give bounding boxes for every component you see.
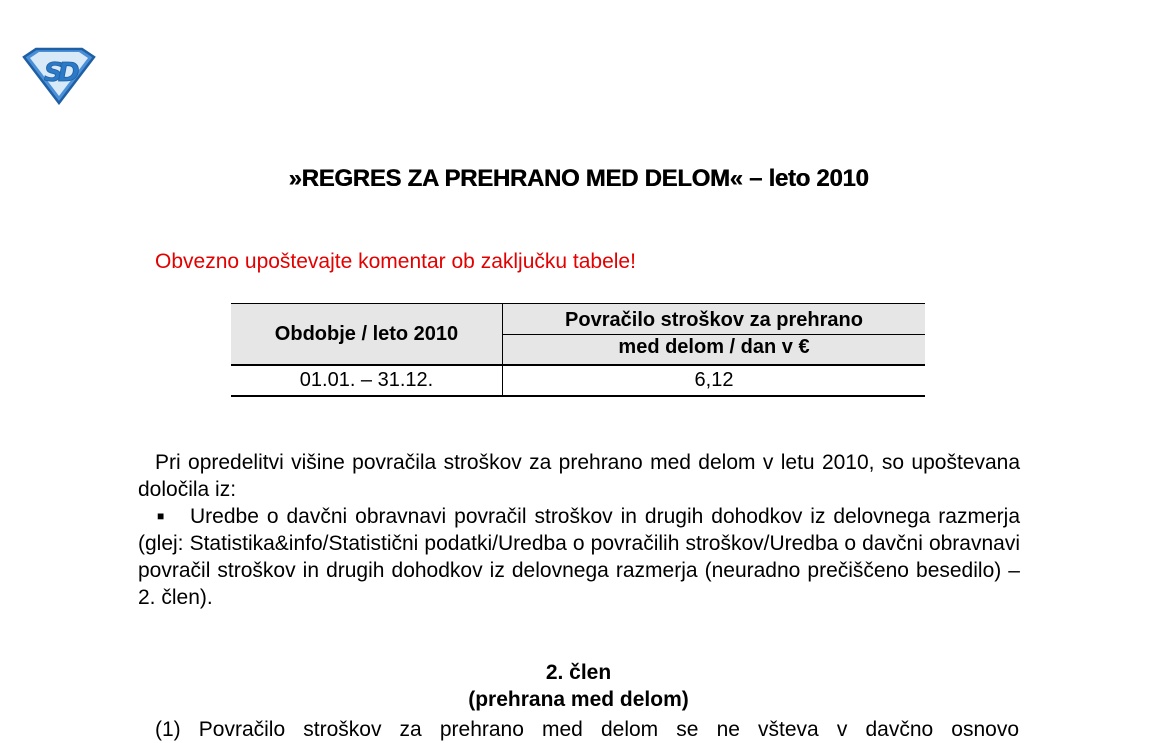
document-title: »REGRES ZA PREHRANO MED DELOM« – leto 2010 — [288, 165, 869, 192]
bullet-text: Uredbe o davčni obravnavi povračil stroškov in drugih dohodkov iz delovnega razmerja (glej: Statistika&info/Statistični podatki/Uredba o povračilih stroškov/Uredba o davčni obravnavi povračil stroškov in drugih dohodkov iz delovnega razmerja (neuradno prečiščeno besedilo) – 2. člen). — [138, 505, 1020, 609]
svg-text:S: S — [44, 58, 63, 88]
bullet-paragraph — [138, 503, 1020, 611]
cell-amount: 6,12 — [694, 369, 734, 391]
intro-paragraph: Pri opredelitvi višine povračila stroškov za prehrano med delom v letu 2010, so upoštevana določila iz: — [138, 451, 1020, 501]
article-paragraph: (1) Povračilo stroškov za prehrano med delom se ne všteva v davčno osnovo — [155, 718, 1019, 741]
table-row — [231, 365, 925, 396]
bullet-marker: ■ — [157, 509, 165, 523]
svg-text:D: D — [58, 58, 80, 88]
header-period: Obdobje / leto 2010 — [231, 304, 503, 366]
sd-shield-logo — [22, 47, 96, 105]
warning-note: Obvezno upoštevajte komentar ob zaključku tabele! — [155, 250, 636, 273]
cell-period: 01.01. – 31.12. — [231, 365, 503, 396]
article-title: (prehrana med delom) — [468, 688, 689, 711]
article-number: 2. člen — [545, 661, 612, 684]
header-reimbursement — [503, 304, 926, 366]
table-header-row — [231, 304, 925, 366]
header-reimbursement-line2: med delom / dan v € — [618, 336, 810, 358]
rates-table — [231, 303, 925, 397]
header-reimbursement-line1: Povračilo stroškov za prehrano — [565, 309, 863, 331]
